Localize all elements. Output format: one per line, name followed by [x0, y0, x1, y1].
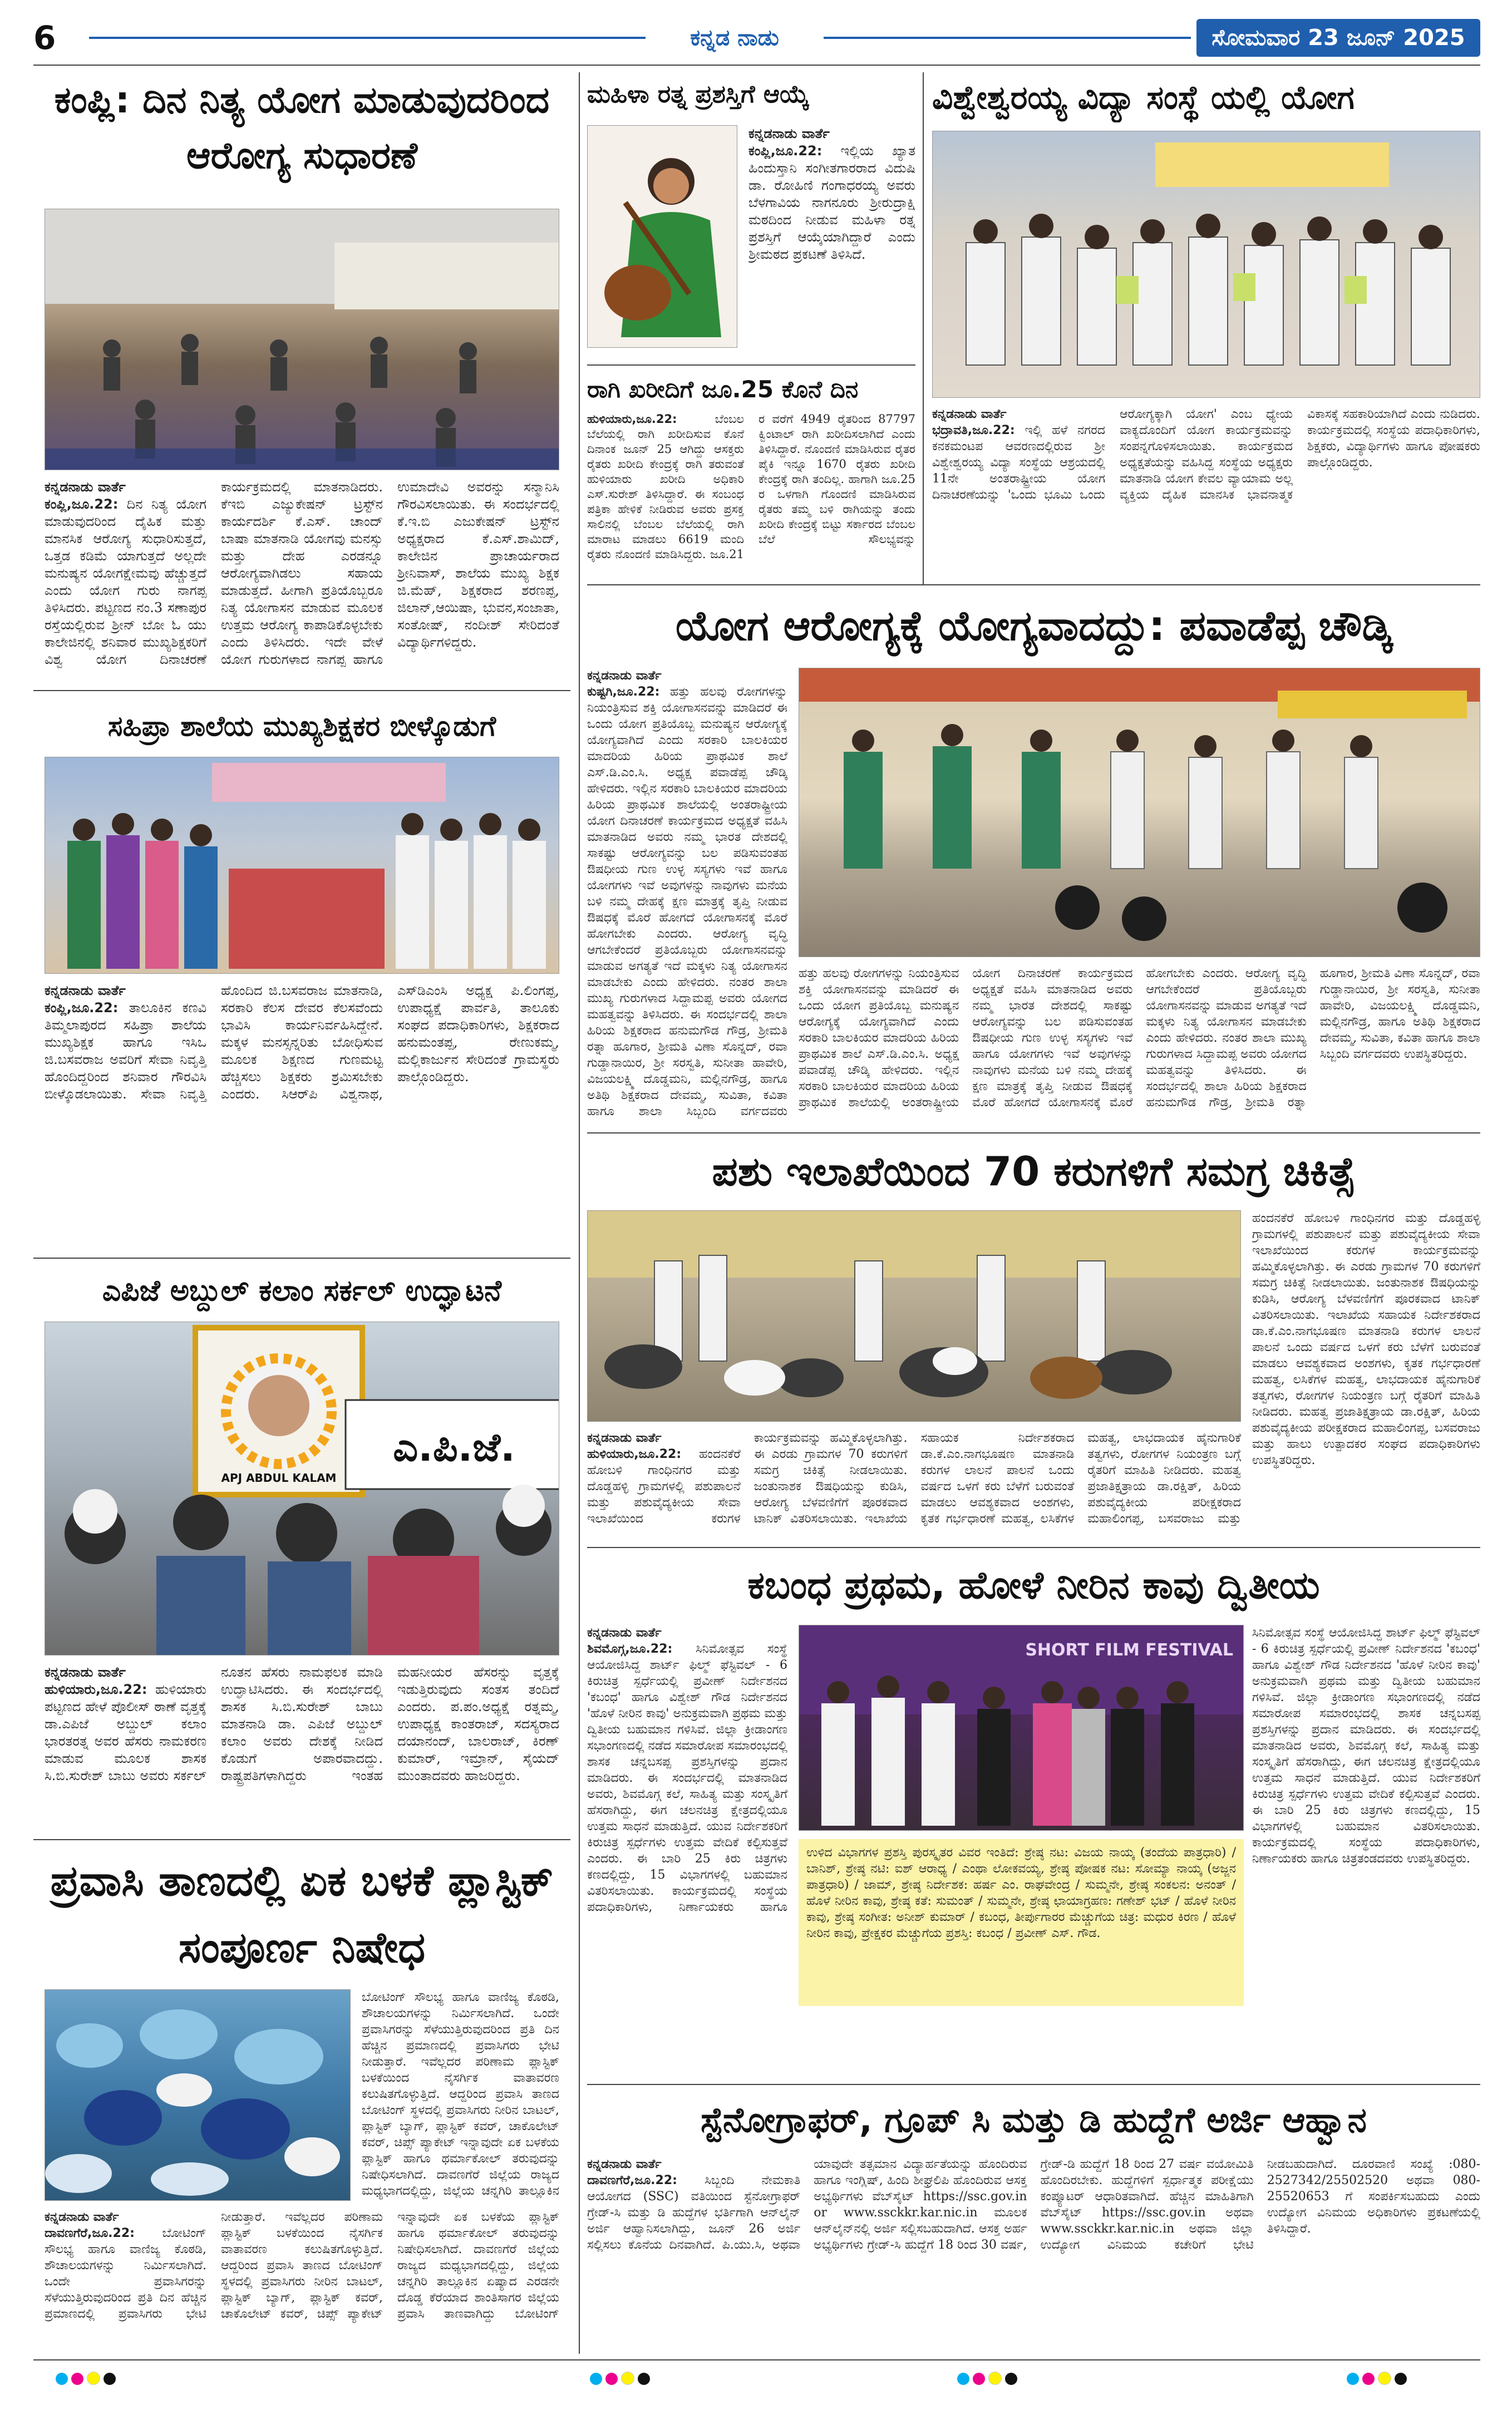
separator — [587, 364, 915, 366]
separator — [33, 1839, 570, 1840]
headline: ರಾಗಿ ಖರೀದಿಗೆ ಜೂ.25 ಕೊನೆ ದಿನ — [587, 376, 859, 403]
headline: ಮಹಿಳಾ ರತ್ನ ಪ್ರಶಸ್ತಿಗೆ ಆಯ್ಕೆ — [587, 80, 810, 109]
article-plastic-ban — [33, 1847, 570, 2337]
reg-dot — [56, 2373, 68, 2385]
body-text: ಹತ್ತು ಹಲವು ರೋಗಗಳನ್ನು ನಿಯಂತ್ರಿಸುವ ಶಕ್ತಿ ಯೋಗಾಸನವನ್ನು ಮಾಡಿದರೆ ಈ ಒಂದು ಯೋಗ ಪ್ರತಿಯೊಬ್ಬ ಮನುಷ್ಯನ ಆರೋಗ್ಯಕ್ಕೆ ಯೋಗ್ಯವಾಗಿದೆ ಎಂದು ಸರಕಾರಿ ಬಾಲಕಿಯರ ಮಾದರಿಯ ಹಿರಿಯ ಪ್ರಾಥಮಿಕ ಶಾಲೆ ಎಸ್.ಡಿ.ಎಂ.ಸಿ. ಅಧ್ಯಕ್ಷ ಪವಾಡೆಪ್ಪ ಚೌಡ್ಕಿ ಹೇಳಿದರು. ಇಲ್ಲಿನ ಸರಕಾರಿ ಬಾಲಕಿಯರ ಮಾದರಿಯ ಹಿರಿಯ ಪ್ರಾಥಮಿಕ ಶಾಲೆಯಲ್ಲಿ ಅಂತರಾಷ್ಟ್ರೀಯ ಯೋಗ ದಿನಾಚರಣೆ ಕಾರ್ಯಕ್ರಮದ ಅಧ್ಯಕ್ಷತೆ ವಹಿಸಿ ಮಾತನಾಡಿದ ಅವರು ನಮ್ಮ ಭಾರತ ದೇಶದಲ್ಲಿ ಸಾಕಷ್ಟು ಆರೋಗ್ಯವನ್ನು ಬಲ ಪಡಿಸುವಂತಹ ಔಷಧೀಯ ಗುಣ ಉಳ್ಳ ಸಸ್ಯಗಳು ಇವೆ ಹಾಗೂ ಯೋಗಗಳು ಇವೆ ಅವುಗಳನ್ನು ನಾವುಗಳು ಮನೆಯ ಬಳಿ ನಮ್ಮ ದೇಹಕ್ಕೆ ಕ್ಷಣ ಮಾತ್ರಕ್ಕೆ ತೃಪ್ತಿ ನೀಡುವ ಔಷಧಕ್ಕೆ ಮೊರೆ ಹೋಗದೆ ಯೋಗಾಸನಕ್ಕೆ ಮೊರೆ ಹೋಗಬೇಕು ಎಂದರು. ಆರೋಗ್ಯ ವೃದ್ಧಿ ಆಗಬೇಕೆಂದರೆ ಪ್ರತಿಯೊಬ್ಬರು ಯೋಗಾಸನವನ್ನು ಮಾಡುವ ಅಗತ್ಯತೆ ಇದೆ ಮಕ್ಕಳು ನಿತ್ಯ ಯೋಗಾಸನ ಮಾಡಬೇಕು ಎಂದು ಹೇಳಿದರು. ನಂತರ ಶಾಲಾ ಮುಖ್ಯ ಗುರುಗಳಾದ ಸಿದ್ದಾಮಪ್ಪ ಅವರು ಯೋಗದ ಮಹತ್ವವನ್ನು ತಿಳಿಸಿದರು. ಈ ಸಂದರ್ಭದಲ್ಲಿ ಶಾಲಾ ಹಿರಿಯ ಶಿಕ್ಷಕರಾದ ಹನುಮಗೌಡ ಗೌಡ್ರ, ಶ್ರೀಮತಿ ರತ್ನಾ ಹೂಗಾರ, ಶ್ರೀಮತಿ ವಿಣಾ ಸೊನ್ನದ್, ರವಾ ಗುಡ್ಡಾನಾಯಿರ, ಶ್ರೀ ಸರಸ್ವತಿ, ಸುನೀತಾ ಹಾವೇರಿ, ವಿಜಯಲಕ್ಷ್ಮಿ ದೊಡ್ಡಮನಿ, ಮಲ್ಲಿನಗೌಡ್ರ, ಹಾಗೂ ಅತಿಥಿ ಶಿಕ್ಷಕರಾದ ದೇವಮ್ಮ, ಸುವಿತಾ, ಕವಿತಾ ಹಾಗೂ ಶಾಲಾ ಸಿಬ್ಬಂದಿ ವರ್ಗದವರು — [587, 685, 787, 1118]
apj-banner-text: ಎ.ಪಿ.ಜೆ. — [393, 1425, 515, 1470]
yoga-crowd-illustration — [45, 209, 559, 470]
dateline: ಹುಳಿಯಾರು,ಜೂ.22: — [45, 1682, 147, 1697]
reg-dot — [104, 2373, 116, 2385]
photo-school-yoga — [799, 668, 1480, 957]
body-text: ಸಿನಿಮೋತ್ಸವ ಸಂಸ್ಥೆ ಆಯೋಜಿಸಿದ್ದ ಶಾರ್ಟ್‌ ಫಿಲ್ಮ್ ಫೆಸ್ಟಿವಲ್ - 6 ಕಿರುಚಿತ್ರ ಸ್ಪರ್ಧೆಯಲ್ಲಿ ಪ್ರವೀಣ್ ನಿರ್ದೇಶನದ 'ಕಬಂಧ' ಹಾಗೂ ವಿಶ್ವೇಶ್ ಗೌಡ ನಿರ್ದೇಶನದ 'ಹೊಳೆ ನೀರಿನ ಕಾವು' ಅನುಕ್ರಮವಾಗಿ ಪ್ರಥಮ ಮತ್ತು ದ್ವಿತೀಯ ಬಹುಮಾನ ಗಳಿಸಿವೆ. ಜಿಲ್ಲಾ ಕ್ರೀಡಾಂಗಣ ಸಭಾಂಗಣದಲ್ಲಿ ನಡೆದ ಸಮಾರೋಪ ಸಮಾರಂಭದಲ್ಲಿ ಶಾಸಕ ಚನ್ನಬಸಪ್ಪ ಪ್ರಶಸ್ತಿಗಳನ್ನು ಪ್ರದಾನ ಮಾಡಿದರು. ಈ ಸಂದರ್ಭದಲ್ಲಿ ಮಾತನಾಡಿದ ಅವರು, ಶಿವಮೊಗ್ಗ ಕಲೆ, ಸಾಹಿತ್ಯ ಮತ್ತು ಸಂಸ್ಕೃತಿಗೆ ಹೆಸರಾಗಿದ್ದು, ಈಗ ಚಲನಚಿತ್ರ ಕ್ಷೇತ್ರದಲ್ಲಿಯೂ ಉತ್ತಮ ಸಾಧನೆ ಮಾಡುತ್ತಿದೆ. ಯುವ ನಿರ್ದೇಶಕರಿಗೆ ಕಿರುಚಿತ್ರ ಸ್ಪರ್ಧೆಗಳು ಉತ್ತಮ ವೇದಿಕೆ ಕಲ್ಪಿಸುತ್ತವೆ ಎಂದರು. ಈ ಬಾರಿ 25 ಕಿರು ಚಿತ್ರಗಳು ಕಣದಲ್ಲಿದ್ದು, 15 ವಿಭಾಗಗಳಲ್ಲಿ ಬಹುಮಾನ ವಿತರಿಸಲಾಯಿತು. ಕಾರ್ಯಕ್ರಮದಲ್ಲಿ ಸಂಸ್ಥೆಯ ಪದಾಧಿಕಾರಿಗಳು, ನಿರ್ಣಾಯಕರು ಹಾಗೂ — [587, 1642, 787, 1914]
separator — [587, 1547, 1480, 1548]
byline: ಕನ್ನಡನಾಡು ವಾರ್ತೆ — [587, 1626, 662, 1640]
dateline: ಕಂಪ್ಲಿ,ಜೂ.22: — [45, 496, 119, 512]
headline: ಪ್ರವಾಸಿ ತಾಣದಲ್ಲಿ ಏಕ ಬಳಕೆ ಪ್ಲಾಸ್ಟಿಕ್ ಸಂಪೂರ್ಣ ನಿಷೇಧ — [50, 1856, 554, 1972]
byline: ಕನ್ನಡನಾಡು ವಾರ್ತೆ — [932, 407, 1007, 421]
registration-marks-3 — [957, 2372, 1068, 2388]
sitar-player-illustration — [588, 126, 737, 348]
photo-award-ceremony — [799, 1625, 1244, 1831]
article-body — [45, 982, 559, 1238]
body-text-lead: ಬೋಟಿಂಗ್ ಸೌಲಭ್ಯ ಹಾಗೂ ವಾಣಿಜ್ಯ ಕೊಠಡಿ, ಶೌಚಾಲಯಗಳನ್ನು ನಿರ್ಮಿಸಲಾಗಿದೆ. ಒಂದೇ ಪ್ರವಾಸಿಗರನ್ನು ಸೆಳೆಯುತ್ತಿರುವುದರಿಂದ ಪ್ರತಿ ದಿನ ಹೆಚ್ಚಿನ ಪ್ರಮಾಣದಲ್ಲಿ ಪ್ರವಾಸಿಗರು ಭೇಟಿ ನೀಡುತ್ತಾರೆ. ಇವೆಲ್ಲದರ ಪರಿಣಾಮ ಪ್ಲಾಸ್ಟಿಕ್ ಬಳಕೆಯಿಂದ ನೈಸರ್ಗಿಕ ವಾತಾವರಣ ಕಲುಷಿತಗೊಳ್ಳುತ್ತಿದೆ. ಆದ್ದರಿಂದ ಪ್ರವಾಸಿ ತಾಣದ ಬೋಟಿಂಗ್ ಸ್ಥಳದಲ್ಲಿ ಪ್ರವಾಸಿಗರು ನೀರಿನ ಬಾಟಲ್, ಪ್ಲಾಸ್ಟಿಕ್ ಬ್ಯಾಗ್, ಪ್ಲಾಸ್ಟಿಕ್ ಕವರ್, ಚಾಕೊಲೇಟ್ ಕವರ್, ಚಿಪ್ಸ್ ಪ್ಯಾಕೇಟ್ ಇನ್ನಾವುದೇ ಏಕ ಬಳಕೆಯ ಪ್ಲಾಸ್ಟಿಕ್ ಹಾಗೂ ಥರ್ಮಾಕೋಲ್ ತರುವುದನ್ನು ನಿಷೇಧಿಸಲಾಗಿದೆ. ದಾವಣಗೆರೆ ಜಿಲ್ಲೆಯ ರಾಜ್ಯದ ಮಧ್ಯಭಾಗದಲ್ಲಿದ್ದು, ಜಿಲ್ಲೆಯ ಚನ್ನಗಿರಿ ತಾಲ್ಲೂಕಿನ ಏಷ್ಯಾದ ಎರಡನೇ ದೊಡ್ಡ ಕೆರೆಯಾದ ಶಾಂತಿಸಾಗರ ಜಿಲ್ಲೆಯ ಪ್ರವಾಸಿ ತಾಣವಾಗಿದ್ದು ಬೋಟಿಂಗ್ — [45, 2210, 559, 2321]
article-kabandha — [587, 1555, 1480, 2078]
body-text: ದಿನ ನಿತ್ಯ ಯೋಗ ಮಾಡುವುದರಿಂದ ದೈಹಿಕ ಮತ್ತು ಮಾನಸಿಕ ಆರೋಗ್ಯ ಸುಧಾರಿಸುತ್ತದೆ, ಒತ್ತಡ ಕಡಿಮೆ ಯಾಗುತ್ತದೆ ಅಲ್ಲದೇ ಮನುಷ್ಯನ ಯೋಗಕ್ಷೇಮವು ಹೆಚ್ಚುತ್ತದೆ ಎಂದು ಯೋಗ ಗುರು ನಾಗಪ್ಪ ತಿಳಿಸಿದರು. ಪಟ್ಟಣದ ನಂ.3 ಸಣಾಪುರ ರಸ್ತೆಯಲ್ಲಿರುವ ಶ್ರೀನ್ ಬೋ ಓ ಯು ಕಾಲೇಜಿನಲ್ಲಿ ಶನಿವಾರ ಮುಖ್ಯಶಿಕ್ಷಕರಿಗೆ ವಿಶ್ವ ಯೋಗ ದಿನಾಚರಣೆ ಕಾರ್ಯಕ್ರಮದಲ್ಲಿ ಮಾತನಾಡಿದರು. ಕೆಇಬಿ ಎಜ್ಯುಕೇಷನ್ ಟ್ರಸ್ಟ್‌ನ ಕಾರ್ಯದರ್ಶಿ ಕೆ.ಎಸ್. ಚಾಂದ್ ಬಾಷಾ ಮಾತನಾಡಿ ಯೋಗವು ಮನಸ್ಸು ಮತ್ತು ದೇಹ ಎರಡನ್ನೂ ಆರೋಗ್ಯವಾಗಿಡಲು ಸಹಾಯ ಮಾಡುತ್ತದೆ. ಹೀಗಾಗಿ ಪ್ರತಿಯೊಬ್ಬರೂ ನಿತ್ಯ ಯೋಗಾಸನ ಮಾಡುವ ಮೂಲಕ ಉತ್ತಮ ಆರೋಗ್ಯ ಕಾಪಾಡಿಕೊಳ್ಳಬೇಕು ಎಂದು ತಿಳಿಸಿದರು. ಇದೇ ವೇಳೆ ಯೋಗ ಗುರುಗಳಾದ ನಾಗಪ್ಪ ಹಾಗೂ ಉಮಾದೇವಿ ಅವರನ್ನು ಸನ್ಮಾನಿಸಿ ಗೌರವಿಸಲಾಯಿತು. ಈ ಸಂದರ್ಭದಲ್ಲಿ ಕೆ.ಇ.ಬಿ ಎಜುಕೇಷನ್ ಟ್ರಸ್ಟ್‌ನ ಅಧ್ಯಕ್ಷರಾದ ಕೆ.ಎಸ್.ಶಾಮಿದ್, ಕಾಲೇಜಿನ ಪ್ರಾಚಾರ್ಯರಾದ ಶ್ರೀನಿವಾಸ್, ಶಾಲೆಯ ಮುಖ್ಯ ಶಿಕ್ಷಕ ಜಿ.ಮೆಹ್, ಶಿಕ್ಷಕರಾದ ಶರಣಪ್ಪ, ಜಿಲಾನ್,ಆಯಿಷಾ, ಭುವನ,ಸಂಜಾತಾ, ಸಂತೋಷ್, ನಂದೀಶ್ ಸೇರಿದಂತೆ ವಿದ್ಯಾರ್ಥಿಗಳಿದ್ದರು. — [45, 479, 559, 667]
headline: ಎಪಿಜೆ ಅಬ್ದುಲ್ ಕಲಾಂ ಸರ್ಕಲ್ ಉದ್ಘಾಟನೆ — [102, 1274, 502, 1308]
article-body — [45, 479, 559, 679]
masthead-rule-right — [824, 37, 1191, 39]
dateline: ಹುಳಿಯಾರು,ಜೂ.22: — [587, 1447, 682, 1461]
body-text: ಬೆಂಬಲ ಬೆಲೆಯಲ್ಲಿ ರಾಗಿ ಖರೀದಿಸುವ ಕೊನೆ ದಿನಾಂಕ ಜೂನ್ 25 ಆಗಿದ್ದು ಆಸಕ್ತರು ರೈತರು ಖರೀದಿ ಕೇಂದ್ರಕ್ಕೆ ರಾಗಿ ತರುವಂತೆ ಹುಳಿಯಾರು ಖರೀದಿ ಅಧಿಕಾರಿ ಎಸ್.ಸುರೇಶ್ ತಿಳಿಸಿದ್ದಾರೆ. ಈ ಸಂಬಂಧ ಪತ್ರಿಕಾ ಹೇಳಿಕೆ ನೀಡಿರುವ ಅವರು ಪ್ರಸಕ್ತ ಸಾಲಿನಲ್ಲಿ ಬೆಂಬಲ ಬೆಲೆಯಲ್ಲಿ ರಾಗಿ ಮಾರಾಟ ಮಾಡಲು 6619 ಮಂದಿ ರೈತರು ನೊಂದಣಿ ಮಾಡಿಸಿದ್ದರು. ಜೂ.21 ರ ವರೆಗೆ 4949 ರೈತರಿಂದ 87797 ಕ್ವಿಂಟಾಲ್ ರಾಗಿ ಖರೀದಿಸಲಾಗಿದೆ ಎಂದು ತಿಳಿಸಿದ್ದಾರೆ. ನೊಂದಣಿ ಮಾಡಿಸಿರುವ ರೈತರ ಪೈಕಿ ಇನ್ನೂ 1670 ರೈತರು ಖರೀದಿ ಕೇಂದ್ರಕ್ಕೆ ರಾಗಿ ತಂದಿಲ್ಲ. ಹಾಗಾಗಿ ಜೂ.25 ರ ಒಳಗಾಗಿ ಗೊಂದಣಿ ಮಾಡಿಸಿರುವ ರೈತರು ತಮ್ಮ ಬಳಿ ರಾಗಿಯನ್ನು ತಂದು ಖರೀದಿ ಕೇಂದ್ರಕ್ಕೆ ಬಿಟ್ಟು ಸರ್ಕಾರದ ಬೆಂಬಲ ಬೆಲೆ ಸೌಲಭ್ಯವನ್ನು — [587, 412, 915, 561]
separator — [33, 1258, 570, 1259]
reg-dot — [1005, 2373, 1017, 2385]
photo-yoga-session — [45, 209, 559, 470]
reg-dot — [1395, 2373, 1407, 2385]
article-sahipra — [33, 701, 570, 1252]
headline: ಸಹಿಪ್ರಾ ಶಾಲೆಯ ಮುಖ್ಯಶಿಕ್ಷಕರ ಬೀಳ್ಕೊಡುಗೆ — [107, 710, 496, 742]
article-body-lead — [587, 668, 787, 1118]
body-text-lead: ಹಂದನಕೆರೆ ಹೋಬಳಿ ಗಾಂಧಿನಗರ ಮತ್ತು ದೊಡ್ಡಹಳ್ಳಿ ಗ್ರಾಮಗಳಲ್ಲಿ ಪಶುಪಾಲನೆ ಮತ್ತು ಪಶುವೈದ್ಯಕೀಯ ಸೇವಾ ಇಲಾಖೆಯಿಂದ ಕರುಗಳ ಕಾರ್ಯಕ್ರಮವನ್ನು ಹಮ್ಮಿಕೊಳ್ಳಲಾಗಿತ್ತು. ಈ ಎರಡು ಗ್ರಾಮಗಳ 70 ಕರುಗಳಿಗೆ ಸಮಗ್ರ ಚಿಕಿತ್ಸೆ ನೀಡಲಾಯಿತು. ಜಂತುನಾಶಕ ಔಷಧಿಯನ್ನು ಕುಡಿಸಿ, ಆರೋಗ್ಯ ಬೆಳವಣಿಗೆಗೆ ಪೂರಕವಾದ ಟಾನಿಕ್ ವಿತರಿಸಲಾಯಿತು. ಇಲಾಖೆಯ ಸಹಾಯಕ ನಿರ್ದೇಶಕರಾದ ಡಾ.ಕೆ.ಎಂ.ನಾಗಭೂಷಣ ಮಾತನಾಡಿ ಕರುಗಳ ಲಾಲನೆ ಪಾಲನೆ ಒಂದು ವರ್ಷದ ಒಳಗೆ ಕರು ಬೆಳೆಗೆ ಬರುವಂತೆ ಮಾಡಲು ಆವಶ್ಯಕವಾದ ಅಂಶಗಳು, ಕೃತಕ ಗರ್ಭಧಾರಣೆ ಮಹತ್ವ, ಲಸಿಕೆಗಳ ಮಹತ್ವ, ಲಾಭದಾಯಕ ಹೈನುಗಾರಿಕೆ ತತ್ವಗಳು, ರೋಗಗಳ ನಿಯಂತ್ರಣ ಬಗ್ಗೆ ರೈತರಿಗೆ ಮಾಹಿತಿ ನೀಡಿದರು. ಮಹತ್ವ ಪ್ರಜಾತಿಕ್ಷತ್ರಾಯ ಡಾ.ರಕ್ಷಿತ್, ಹಿರಿಯ ಪಶುವೈದ್ಯಕೀಯ ಪರೀಕ್ಷಕರಾದ ಮಹಾಲಿಂಗಪ್ಪ, ಬಸವರಾಜು ಮತ್ತು — [587, 1431, 1241, 1526]
byline: ಕನ್ನಡನಾಡು ವಾರ್ತೆ — [45, 983, 126, 998]
photo-apj-inauguration — [45, 1322, 559, 1655]
reg-dot — [988, 2372, 1002, 2385]
paper-name: ಕನ್ನಡ ನಾಡು — [690, 25, 779, 51]
page-number: 6 — [33, 19, 56, 57]
byline: ಕನ್ನಡನಾಡು ವಾರ್ತೆ — [748, 126, 830, 141]
reg-dot — [621, 2372, 634, 2385]
issue-date: ಸೋಮವಾರ 23 ಜೂನ್ 2025 — [1196, 19, 1480, 57]
photo-calves — [587, 1210, 1241, 1422]
headline: ಪಶು ಇಲಾಖೆಯಿಂದ 70 ಕರುಗಳಿಗೆ ಸಮಗ್ರ ಚಿಕಿತ್ಸೆ — [712, 1148, 1356, 1195]
byline: ಕನ್ನಡನಾಡು ವಾರ್ತೆ — [587, 669, 662, 683]
photo-plastic-waste — [45, 1989, 351, 2201]
body-text: ತಾಲೂಕಿನ ಕಣವಿ ತಿಮ್ಮಲಾಪುರದ ಸಹಿಪ್ರಾ ಶಾಲೆಯ ಮುಖ್ಯಶಿಕ್ಷಕ ಹಾಗೂ ಇಸಿಒ ಜಿ.ಬಸವರಾಜ ಅವರಿಗೆ ಸೇವಾ ನಿವೃತ್ತಿ ಹೊಂದಿದ್ದರಿಂದ ಶನಿವಾರ ಗೌರವಿಸಿ ಬೀಳ್ಕೊಡಲಾಯಿತು. ಸೇವಾ ನಿವೃತ್ತಿ ಹೊಂದಿದ ಜಿ.ಬಸವರಾಜ ಮಾತನಾಡಿ, ಸರಕಾರಿ ಕೆಲಸ ದೇವರ ಕೆಲಸವೆಂದು ಭಾವಿಸಿ ಕಾರ್ಯನಿರ್ವಹಿಸಿದ್ದೇನೆ. ಮಕ್ಕಳ ಮನಸ್ಸನ್ನರಿತು ಬೋಧಿಸುವ ಮೂಲಕ ಶಿಕ್ಷಣದ ಗುಣಮಟ್ಟ ಹೆಚ್ಚಿಸಲು ಶಿಕ್ಷಕರು ಶ್ರಮಿಸಬೇಕು ಎಂದರು. ಸಿಆರ್‌ಪಿ ವಿಶ್ವನಾಥ, ಎಸ್‌ಡಿಎಂಸಿ ಅಧ್ಯಕ್ಷ ಪಿ.ಲಿಂಗಪ್ಪ, ಉಪಾಧ್ಯಕ್ಷೆ ಪಾರ್ವತಿ, ತಾಲೂಕು ಸಂಘದ ಪದಾಧಿಕಾರಿಗಳು, ಶಿಕ್ಷಕರಾದ ಹನುಮಂತಪ್ಪ, ರೇಣುಕಮ್ಮ, ಮಲ್ಲಿಕಾರ್ಜುನ ಸೇರಿದಂತೆ ಗ್ರಾಮಸ್ಥರು ಪಾಲ್ಗೊಂಡಿದ್ದರು. — [45, 983, 559, 1102]
article-body — [932, 406, 1480, 573]
article-body — [587, 2156, 1480, 2337]
reg-dot — [957, 2373, 969, 2385]
students-group-illustration — [933, 131, 1480, 398]
byline: ಕನ್ನಡನಾಡು ವಾರ್ತೆ — [45, 479, 126, 495]
photo-farewell — [45, 757, 559, 974]
dateline: ಕಂಪ್ಲಿ,ಜೂ.22: — [45, 1000, 119, 1016]
registration-marks-2 — [590, 2372, 701, 2388]
winners-text: ಉಳಿದ ವಿಭಾಗಗಳ ಪ್ರಶಸ್ತಿ ಪುರಸ್ಕೃತರ ವಿವರ ಇಂತಿದೆ: ಶ್ರೇಷ್ಠ ನಟ: ವಿಜಯ ನಾಯ್ಕ (ತಂದೆಯ ಪಾತ್ರಧಾರಿ) / ಬಾನಿಶ್, ಶ್ರೇಷ್ಠ ನಟಿ: ಐಶ್ ಆರಾಧ್ಯ / ಎಂಥಾ ಲೋಕವಯ್ಯ, ಶ್ರೇಷ್ಠ ಪೋಷಕ ನಟ: ಸೋಮ್ಯಾ ನಾಯ್ಕ (ಅಜ್ಜನ ಪಾತ್ರಧಾರಿ) / ಜಾಮ್, ಶ್ರೇಷ್ಠ ನಿರ್ದೇಶಕ: ಹರ್ಷ ಎಂ. ರಾಘವೇಂದ್ರ / ಸುಮ್ಮನೇ, ಶ್ರೇಷ್ಠ ಸಂಕಲನ: ಅನಂತ್ / ಹೊಳೆ ನೀರಿನ ಕಾವು, ಶ್ರೇಷ್ಠ ಕತೆ: ಸುಮಂತ್ / ಸುಮ್ಮನೇ, ಶ್ರೇಷ್ಠ ಛಾಯಾಗ್ರಹಣ: ಗಣೇಶ್ ಭಟ್ / ಹೊಳೆ ನೀರಿನ ಕಾವು, ಶ್ರೇಷ್ಠ ಸಂಗೀತ: ಅನೀಶ್ ಕುಮಾರ್ / ಕಬಂಧ, ತೀರ್ಪುಗಾರರ ಮೆಚ್ಚುಗೆಯ ಚಿತ್ರ: ಮಧುರ ಕಿರಣ / ಹೊಳೆ ನೀರಿನ ಕಾವು, ಪ್ರೇಕ್ಷಕರ ಮೆಚ್ಚುಗೆಯ ಪ್ರಶಸ್ತಿ: ಕಬಂಧ / ಪ್ರವೀಣ್ ಎಸ್. ಗೌಡ. — [806, 1846, 1236, 1940]
article-body-side — [362, 1989, 559, 2201]
farewell-group-illustration — [45, 757, 559, 974]
byline: ಕನ್ನಡನಾಡು ವಾರ್ತೆ — [587, 1431, 662, 1445]
reg-dot — [605, 2373, 618, 2385]
stage-banner-text: SHORT FILM FESTIVAL — [1025, 1640, 1233, 1660]
body-text-continued: ಹತ್ತು ಹಲವು ರೋಗಗಳನ್ನು ನಿಯಂತ್ರಿಸುವ ಶಕ್ತಿ ಯೋಗಾಸನವನ್ನು ಮಾಡಿದರೆ ಈ ಒಂದು ಯೋಗ ಪ್ರತಿಯೊಬ್ಬ ಮನುಷ್ಯನ ಆರೋಗ್ಯಕ್ಕೆ ಯೋಗ್ಯವಾಗಿದೆ ಎಂದು ಸರಕಾರಿ ಬಾಲಕಿಯರ ಮಾದರಿಯ ಹಿರಿಯ ಪ್ರಾಥಮಿಕ ಶಾಲೆ ಎಸ್.ಡಿ.ಎಂ.ಸಿ. ಅಧ್ಯಕ್ಷ ಪವಾಡೆಪ್ಪ ಚೌಡ್ಕಿ ಹೇಳಿದರು. ಇಲ್ಲಿನ ಸರಕಾರಿ ಬಾಲಕಿಯರ ಮಾದರಿಯ ಹಿರಿಯ ಪ್ರಾಥಮಿಕ ಶಾಲೆಯಲ್ಲಿ ಅಂತರಾಷ್ಟ್ರೀಯ ಯೋಗ ದಿನಾಚರಣೆ ಕಾರ್ಯಕ್ರಮದ ಅಧ್ಯಕ್ಷತೆ ವಹಿಸಿ ಮಾತನಾಡಿದ ಅವರು ನಮ್ಮ ಭಾರತ ದೇಶದಲ್ಲಿ ಸಾಕಷ್ಟು ಆರೋಗ್ಯವನ್ನು ಬಲ ಪಡಿಸುವಂತಹ ಔಷಧೀಯ ಗುಣ ಉಳ್ಳ ಸಸ್ಯಗಳು ಇವೆ ಹಾಗೂ ಯೋಗಗಳು ಇವೆ ಅವುಗಳನ್ನು ನಾವುಗಳು ಮನೆಯ ಬಳಿ ನಮ್ಮ ದೇಹಕ್ಕೆ ಕ್ಷಣ ಮಾತ್ರಕ್ಕೆ ತೃಪ್ತಿ ನೀಡುವ ಔಷಧಕ್ಕೆ ಮೊರೆ ಹೋಗದೆ ಯೋಗಾಸನಕ್ಕೆ ಮೊರೆ ಹೋಗಬೇಕು ಎಂದರು. ಆರೋಗ್ಯ ವೃದ್ಧಿ ಆಗಬೇಕೆಂದರೆ ಪ್ರತಿಯೊಬ್ಬರು ಯೋಗಾಸನವನ್ನು ಮಾಡುವ ಅಗತ್ಯತೆ ಇದೆ ಮಕ್ಕಳು ನಿತ್ಯ ಯೋಗಾಸನ ಮಾಡಬೇಕು ಎಂದು ಹೇಳಿದರು. ನಂತರ ಶಾಲಾ ಮುಖ್ಯ ಗುರುಗಳಾದ ಸಿದ್ದಾಮಪ್ಪ ಅವರು ಯೋಗದ ಮಹತ್ವವನ್ನು ತಿಳಿಸಿದರು. ಈ ಸಂದರ್ಭದಲ್ಲಿ ಶಾಲಾ ಹಿರಿಯ ಶಿಕ್ಷಕರಾದ ಹನುಮಗೌಡ ಗೌಡ್ರ, ಶ್ರೀಮತಿ ರತ್ನಾ ಹೂಗಾರ, ಶ್ರೀಮತಿ ವಿಣಾ ಸೊನ್ನದ್, ರವಾ ಗುಡ್ಡಾನಾಯಿರ, ಶ್ರೀ ಸರಸ್ವತಿ, ಸುನೀತಾ ಹಾವೇರಿ, ವಿಜಯಲಕ್ಷ್ಮಿ ದೊಡ್ಡಮನಿ, ಮಲ್ಲಿನಗೌಡ್ರ, ಹಾಗೂ ಅತಿಥಿ ಶಿಕ್ಷಕರಾದ ದೇವಮ್ಮ, ಸುವಿತಾ, ಕವಿತಾ ಹಾಗೂ ಶಾಲಾ ಸಿಬ್ಬಂದಿ ವರ್ಗದವರು ಉಪಸ್ಥಿತರಿದ್ದರು. — [799, 967, 1480, 1110]
article-body — [748, 125, 915, 353]
dateline: ಶಿವಮೊಗ್ಗ,ಜೂ.22: — [587, 1642, 673, 1656]
headline: ವಿಶ್ವೇಶ್ವರಯ್ಯ ವಿದ್ಯಾ ಸಂಸ್ಥೆ ಯಲ್ಲಿ ಯೋಗ — [932, 78, 1355, 116]
separator — [587, 1132, 1480, 1133]
article-body — [587, 412, 915, 573]
photo-musician — [587, 125, 737, 348]
reg-dot — [71, 2373, 83, 2385]
body-text: ಇಲ್ಲಿ ಹಳೆ ನಗರದ ಕನಕಮಂಟಪ ಆವರಣದಲ್ಲಿರುವ ಶ್ರೀ ವಿಶ್ವೇಶ್ವರಯ್ಯ ವಿದ್ಯಾ ಸಂಸ್ಥೆಯ ಆಶ್ರಯದಲ್ಲಿ 11ನೇ ಅಂತರಾಷ್ಟ್ರೀಯ ಯೋಗ ದಿನಾಚರಣೆಯನ್ನು 'ಒಂದು ಭೂಮಿ ಒಂದು ಆರೋಗ್ಯಕ್ಕಾಗಿ ಯೋಗ' ಎಂಬ ಧ್ಯೇಯ ವಾಕ್ಯದೊಂದಿಗೆ ಯೋಗ ಕಾರ್ಯಕ್ರಮವನ್ನು ಸಂಪನ್ನಗೊಳಿಸಲಾಯಿತು. ಕಾರ್ಯಕ್ರಮದ ಅಧ್ಯಕ್ಷತೆಯನ್ನು ವಹಿಸಿದ್ದ ಸಂಸ್ಥೆಯ ಅಧ್ಯಕ್ಷರು ಮಾತನಾಡಿ ಯೋಗ ಕೇವಲ ವ್ಯಾಯಾಮ ಅಲ್ಲ ವ್ಯಕ್ತಿಯ ದೈಹಿಕ ಮಾನಸಿಕ ಭಾವನಾತ್ಮಕ ವಿಕಾಸಕ್ಕೆ ಸಹಕಾರಿಯಾಗಿದೆ ಎಂದು ನುಡಿದರು. ಕಾರ್ಯಕ್ರಮದಲ್ಲಿ ಸಂಸ್ಥೆಯ ಪದಾಧಿಕಾರಿಗಳು, ಶಿಕ್ಷಕರು, ವಿದ್ಯಾರ್ಥಿಗಳು ಹಾಗೂ ಪೋಷಕರು ಪಾಲ್ಗೊಂಡಿದ್ದರು. — [932, 407, 1480, 502]
plastic-bags-illustration — [45, 1990, 351, 2201]
dateline: ಭದ್ರಾವತಿ,ಜೂ.22: — [932, 423, 1015, 437]
article-body — [45, 2209, 559, 2334]
dateline: ದಾವಣಗೆರೆ,ಜೂ.22: — [587, 2174, 677, 2187]
body-text: ಇಲ್ಲಿಯ ಖ್ಯಾತ ಹಿಂದುಸ್ತಾನಿ ಸಂಗೀತಗಾರರಾದ ವಿದುಷಿ ಡಾ. ರೋಹಿಣಿ ಗಂಗಾಧರಯ್ಯ ಅವರು ಬೆಳಗಾವಿಯ ನಾಗನೂರು ಶ್ರೀರುದ್ರಾಕ್ಷಿ ಮಠದಿಂದ ನೀಡುವ ಮಹಿಳಾ ರತ್ನ ಪ್ರಶಸ್ತಿಗೆ ಆಯ್ಕೆಯಾಗಿದ್ದಾರೆ ಎಂದು ಶ್ರೀಮಠದ ಪ್ರಕಟಣೆ ತಿಳಿಸಿದೆ. — [748, 143, 915, 262]
body-text: ಹಂದನಕೆರೆ ಹೋಬಳಿ ಗಾಂಧಿನಗರ ಮತ್ತು ದೊಡ್ಡಹಳ್ಳಿ ಗ್ರಾಮಗಳಲ್ಲಿ ಪಶುಪಾಲನೆ ಮತ್ತು ಪಶುವೈದ್ಯಕೀಯ ಸೇವಾ ಇಲಾಖೆಯಿಂದ ಕರುಗಳ ಕಾರ್ಯಕ್ರಮವನ್ನು ಹಮ್ಮಿಕೊಳ್ಳಲಾಗಿತ್ತು. ಈ ಎರಡು ಗ್ರಾಮಗಳ 70 ಕರುಗಳಿಗೆ ಸಮಗ್ರ ಚಿಕಿತ್ಸೆ ನೀಡಲಾಯಿತು. ಜಂತುನಾಶಕ ಔಷಧಿಯನ್ನು ಕುಡಿಸಿ, ಆರೋಗ್ಯ ಬೆಳವಣಿಗೆಗೆ ಪೂರಕವಾದ ಟಾನಿಕ್ ವಿತರಿಸಲಾಯಿತು. ಇಲಾಖೆಯ ಸಹಾಯಕ ನಿರ್ದೇಶಕರಾದ ಡಾ.ಕೆ.ಎಂ.ನಾಗಭೂಷಣ ಮಾತನಾಡಿ ಕರುಗಳ ಲಾಲನೆ ಪಾಲನೆ ಒಂದು ವರ್ಷದ ಒಳಗೆ ಕರು ಬೆಳೆಗೆ ಬರುವಂತೆ ಮಾಡಲು ಆವಶ್ಯಕವಾದ ಅಂಶಗಳು, ಕೃತಕ ಗರ್ಭಧಾರಣೆ ಮಹತ್ವ, ಲಸಿಕೆಗಳ ಮಹತ್ವ, ಲಾಭದಾಯಕ ಹೈನುಗಾರಿಕೆ ತತ್ವಗಳು, ರೋಗಗಳ ನಿಯಂತ್ರಣ ಬಗ್ಗೆ ರೈತರಿಗೆ ಮಾಹಿತಿ ನೀಡಿದರು. ಮಹತ್ವ ಪ್ರಜಾತಿಕ್ಷತ್ರಾಯ ಡಾ.ರಕ್ಷಿತ್, ಹಿರಿಯ ಪಶುವೈದ್ಯಕೀಯ ಪರೀಕ್ಷಕರಾದ ಮಹಾಲಿಂಗಪ್ಪ, ಬಸವರಾಜು ಮತ್ತು ಹಾಲು ಉತ್ಪಾದಕರ ಸಂಘದ ಪದಾಧಿಕಾರಿಗಳು ಉಪಸ್ಥಿತರಿದ್ದರು. — [1252, 1211, 1480, 1467]
headline: ಸ್ಟೆನೋಗ್ರಾಫರ್, ಗ್ರೂಪ್ ಸಿ ಮತ್ತು ಡಿ ಹುದ್ದೆಗೆ ಅರ್ಜಿ ಆಹ್ವಾನ — [701, 2099, 1367, 2140]
article-body-lead — [587, 1625, 787, 1914]
separator — [587, 584, 1480, 585]
reg-dot — [973, 2373, 985, 2385]
article-body-side — [1252, 1625, 1480, 2070]
article-mahila-ratna — [587, 72, 915, 362]
masthead-rule-left — [89, 37, 646, 39]
reg-dot — [1347, 2373, 1359, 2385]
article-apj-circle — [33, 1266, 570, 1834]
article-body-side — [1252, 1210, 1480, 1539]
article-steno-jobs — [587, 2092, 1480, 2343]
dateline: ಹುಳಿಯಾರು,ಜೂ.22: — [587, 412, 677, 426]
byline: ಕನ್ನಡನಾಡು ವಾರ್ತೆ — [587, 2157, 662, 2171]
body-text: ಬೋಟಿಂಗ್ ಸೌಲಭ್ಯ ಹಾಗೂ ವಾಣಿಜ್ಯ ಕೊಠಡಿ, ಶೌಚಾಲಯಗಳನ್ನು ನಿರ್ಮಿಸಲಾಗಿದೆ. ಒಂದೇ ಪ್ರವಾಸಿಗರನ್ನು ಸೆಳೆಯುತ್ತಿರುವುದರಿಂದ ಪ್ರತಿ ದಿನ ಹೆಚ್ಚಿನ ಪ್ರಮಾಣದಲ್ಲಿ ಪ್ರವಾಸಿಗರು ಭೇಟಿ ನೀಡುತ್ತಾರೆ. ಇವೆಲ್ಲದರ ಪರಿಣಾಮ ಪ್ಲಾಸ್ಟಿಕ್ ಬಳಕೆಯಿಂದ ನೈಸರ್ಗಿಕ ವಾತಾವರಣ ಕಲುಷಿತಗೊಳ್ಳುತ್ತಿದೆ. ಆದ್ದರಿಂದ ಪ್ರವಾಸಿ ತಾಣದ ಬೋಟಿಂಗ್ ಸ್ಥಳದಲ್ಲಿ ಪ್ರವಾಸಿಗರು ನೀರಿನ ಬಾಟಲ್, ಪ್ಲಾಸ್ಟಿಕ್ ಬ್ಯಾಗ್, ಪ್ಲಾಸ್ಟಿಕ್ ಕವರ್, ಚಾಕೊಲೇಟ್ ಕವರ್, ಚಿಪ್ಸ್ ಪ್ಯಾಕೇಟ್ ಇನ್ನಾವುದೇ ಏಕ ಬಳಕೆಯ ಪ್ಲಾಸ್ಟಿಕ್ ಹಾಗೂ ಥರ್ಮಾಕೋಲ್ ತರುವುದನ್ನು ನಿಷೇಧಿಸಲಾಗಿದೆ. ದಾವಣಗೆರೆ ಜಿಲ್ಲೆಯ ರಾಜ್ಯದ ಮಧ್ಯಭಾಗದಲ್ಲಿದ್ದು, ಜಿಲ್ಲೆಯ ಚನ್ನಗಿರಿ ತಾಲ್ಲೂಕಿನ — [362, 1990, 559, 2198]
separator — [33, 690, 570, 691]
separator — [587, 2084, 1480, 2085]
article-body-continued — [799, 965, 1480, 1121]
headline: ಕಬಂಧ ಪ್ರಥಮ, ಹೋಳೆ ನೀರಿನ ಕಾವು ದ್ವಿತೀಯ — [747, 1564, 1320, 1608]
winners-box — [799, 1839, 1244, 2006]
body-text: ಹುಳಿಯಾರು ಪಟ್ಟಣದ ಹೇಳೆ ಪೊಲೀಸ್ ಠಾಣೆ ವೃತ್ತಕ್ಕೆ ಡಾ.ಎಪಿಜೆ ಅಬ್ದುಲ್ ಕಲಾಂ ಭಾರತರತ್ನ ಅವರ ಹೆಸರು ನಾಮಕರಣ ಮಾಡುವ ಮೂಲಕ ಶಾಸಕ ಸಿ.ಬಿ.ಸುರೇಶ್ ಬಾಬು ಅವರು ಸರ್ಕಲ್ ನೂತನ ಹೆಸರು ನಾಮಫಲಕ ಮಾಡಿ ಉದ್ಘಾಟಿಸಿದರು. ಈ ಸಂದರ್ಭದಲ್ಲಿ ಶಾಸಕ ಸಿ.ಬಿ.ಸುರೇಶ್ ಬಾಬು ಮಾತನಾಡಿ ಡಾ. ಎಪಿಜೆ ಅಬ್ದುಲ್ ಕಲಾಂ ಅವರು ದೇಶಕ್ಕೆ ನೀಡಿದ ಕೊಡುಗೆ ಅಪಾರವಾದದ್ದು. ರಾಷ್ಟ್ರಪತಿಗಳಾಗಿದ್ದರು ಇಂತಹ ಮಹನೀಯರ ಹೆಸರನ್ನು ವೃತ್ತಕ್ಕೆ ಇಡುತ್ತಿರುವುದು ಸಂತಸ ತಂದಿದೆ ಎಂದರು. ಪ.ಪಂ.ಅಧ್ಯಕ್ಷೆ ರತ್ನಮ್ಮ, ಉಪಾಧ್ಯಕ್ಷ ಕಾಂತರಾಜ್, ಸದಸ್ಯರಾದ ದಯಾನಂದ್, ಬಾಲರಾಜ್, ಕಿರಣ್ ಕುಮಾರ್, ಇಮ್ರಾನ್, ಸೈಯದ್ ಮುಂತಾದವರು ಹಾಜರಿದ್ದರು. — [45, 1664, 559, 1783]
reg-dot — [590, 2373, 602, 2385]
masthead-underline — [33, 65, 1480, 66]
registration-marks-1 — [56, 2372, 167, 2388]
body-text-continued: ಸಿನಿಮೋತ್ಸವ ಸಂಸ್ಥೆ ಆಯೋಜಿಸಿದ್ದ ಶಾರ್ಟ್‌ ಫಿಲ್ಮ್ ಫೆಸ್ಟಿವಲ್ - 6 ಕಿರುಚಿತ್ರ ಸ್ಪರ್ಧೆಯಲ್ಲಿ ಪ್ರವೀಣ್ ನಿರ್ದೇಶನದ 'ಕಬಂಧ' ಹಾಗೂ ವಿಶ್ವೇಶ್ ಗೌಡ ನಿರ್ದೇಶನದ 'ಹೊಳೆ ನೀರಿನ ಕಾವು' ಅನುಕ್ರಮವಾಗಿ ಪ್ರಥಮ ಮತ್ತು ದ್ವಿತೀಯ ಬಹುಮಾನ ಗಳಿಸಿವೆ. ಜಿಲ್ಲಾ ಕ್ರೀಡಾಂಗಣ ಸಭಾಂಗಣದಲ್ಲಿ ನಡೆದ ಸಮಾರೋಪ ಸಮಾರಂಭದಲ್ಲಿ ಶಾಸಕ ಚನ್ನಬಸಪ್ಪ ಪ್ರಶಸ್ತಿಗಳನ್ನು ಪ್ರದಾನ ಮಾಡಿದರು. ಈ ಸಂದರ್ಭದಲ್ಲಿ ಮಾತನಾಡಿದ ಅವರು, ಶಿವಮೊಗ್ಗ ಕಲೆ, ಸಾಹಿತ್ಯ ಮತ್ತು ಸಂಸ್ಕೃತಿಗೆ ಹೆಸರಾಗಿದ್ದು, ಈಗ ಚಲನಚಿತ್ರ ಕ್ಷೇತ್ರದಲ್ಲಿಯೂ ಉತ್ತಮ ಸಾಧನೆ ಮಾಡುತ್ತಿದೆ. ಯುವ ನಿರ್ದೇಶಕರಿಗೆ ಕಿರುಚಿತ್ರ ಸ್ಪರ್ಧೆಗಳು ಉತ್ತಮ ವೇದಿಕೆ ಕಲ್ಪಿಸುತ್ತವೆ ಎಂದರು. ಈ ಬಾರಿ 25 ಕಿರು ಚಿತ್ರಗಳು ಕಣದಲ್ಲಿದ್ದು, 15 ವಿಭಾಗಗಳಲ್ಲಿ ಬಹುಮಾನ ವಿತರಿಸಲಾಯಿತು. ಕಾರ್ಯಕ್ರಮದಲ್ಲಿ ಸಂಸ್ಥೆಯ ಪದಾಧಿಕಾರಿಗಳು, ನಿರ್ಣಾಯಕರು ಹಾಗೂ ಚಿತ್ರತಂಡದವರು ಉಪಸ್ಥಿತರಿದ್ದರು. — [1252, 1626, 1480, 1866]
reg-dot — [1362, 2373, 1375, 2385]
dateline: ಕಂಪ್ಲಿ,ಜೂ.22: — [748, 143, 823, 159]
article-kampli-yoga — [33, 72, 570, 684]
footer-rule — [33, 2359, 1480, 2360]
column-rule-1 — [579, 72, 580, 2354]
reg-dot — [638, 2373, 650, 2385]
article-body — [45, 1664, 559, 1828]
apj-portrait-caption: APJ ABDUL KALAM — [221, 1471, 337, 1485]
school-yoga-illustration — [799, 668, 1480, 957]
dateline: ದಾವಣಗೆರೆ,ಜೂ.22: — [45, 2226, 135, 2240]
body-text: ಸಿಬ್ಬಂದಿ ನೇಮಕಾತಿ ಆಯೋಗದ (SSC) ವತಿಯಿಂದ ಸ್ಟೆನೋಗ್ರಾಫರ್ ಗ್ರೇಡ್-ಸಿ ಮತ್ತು ಡಿ ಹುದ್ದೆಗಳ ಭರ್ತಿಗಾಗಿ ಆನ್‌ಲೈನ್ ಅರ್ಜಿ ಆಹ್ವಾನಿಸಲಾಗಿದ್ದು, ಜೂನ್ 26 ಅರ್ಜಿ ಸಲ್ಲಿಸಲು ಕೊನೆಯ ದಿನವಾಗಿದೆ. ಪಿ.ಯು.ಸಿ, ಅಥವಾ ಯಾವುದೇ ತತ್ಸಮಾನ ವಿದ್ಯಾರ್ಹತೆಯನ್ನು ಹೊಂದಿರುವ ಹಾಗೂ ಇಂಗ್ಲಿಷ್, ಹಿಂದಿ ಶೀಘ್ರಲಿಪಿ ಹೊಂದಿರುವ ಆಸಕ್ತ ಅಭ್ಯರ್ಥಿಗಳು ವೆಬ್‌ಸೈಟ್ https://ssc.gov.in or www.ssckkr.kar.nic.in ಮೂಲಕ ಆನ್‌ಲೈನ್‌ನಲ್ಲಿ ಅರ್ಜಿ ಸಲ್ಲಿಸಬಹುದಾಗಿದೆ. ಆಸಕ್ತ ಅರ್ಹ ಅಭ್ಯರ್ಥಿಗಳು ಗ್ರೇಡ್-ಸಿ ಹುದ್ದೆಗೆ 18 ರಿಂದ 30 ವರ್ಷ, ಗ್ರೇಡ್-ಡಿ ಹುದ್ದೆಗೆ 18 ರಿಂದ 27 ವರ್ಷ ವಯೋಮಿತಿ ಹೊಂದಿರಬೇಕು. ಹುದ್ದೆಗಳಿಗೆ ಸ್ಪರ್ಧಾತ್ಮಕ ಪರೀಕ್ಷೆಯು ಕಂಪ್ಯೂಟರ್ ಆಧಾರಿತವಾಗಿದೆ. ಹೆಚ್ಚಿನ ಮಾಹಿತಿಗಾಗಿ ವೆಬ್‌ಸೈಟ್ https://ssc.gov.in ಅಥವಾ www.ssckkr.kar.nic.in ಅಥವಾ ಜಿಲ್ಲಾ ಉದ್ಯೋಗ ವಿನಿಮಯ ಕಚೇರಿಗೆ ಭೇಟಿ ನೀಡಬಹುದಾಗಿದೆ. ದೂರವಾಣಿ ಸಂಖ್ಯೆ :080-2527342/25502520 ಅಥವಾ 080-25520653 ಗೆ ಸಂಪರ್ಕಿಸಬಹುದು ಎಂದು ಉದ್ಯೋಗ ವಿನಿಮಯ ಅಧಿಕಾರಿಗಳು ಪ್ರಕಟಣೆಯಲ್ಲಿ ತಿಳಿಸಿದ್ದಾರೆ. — [587, 2157, 1480, 2252]
masthead — [33, 16, 1480, 60]
reg-dot — [87, 2372, 100, 2385]
byline: ಕನ್ನಡನಾಡು ವಾರ್ತೆ — [45, 2210, 119, 2224]
article-vishveshwaraya — [932, 72, 1480, 579]
dateline: ಕುಷ್ಟಗಿ,ಜೂ.22: — [587, 685, 660, 699]
calves-illustration — [588, 1211, 1241, 1422]
headline: ಯೋಗ ಆರೋಗ್ಯಕ್ಕೆ ಯೋಗ್ಯವಾದದ್ದು: ಪವಾಡೆಪ್ಪ ಚೌಡ್ಕಿ — [675, 602, 1392, 650]
article-yoga-chowdki — [587, 593, 1480, 1127]
reg-dot — [1378, 2372, 1391, 2385]
registration-marks-4 — [1347, 2372, 1458, 2388]
headline: ಕಂಪ್ಲಿ: ದಿನ ನಿತ್ಯ ಯೋಗ ಮಾಡುವುದರಿಂದ ಆರೋಗ್ಯ ಸುಧಾರಣೆ — [54, 78, 550, 177]
photo-students-yoga — [932, 131, 1480, 398]
byline: ಕನ್ನಡನಾಡು ವಾರ್ತೆ — [45, 1664, 126, 1680]
article-body — [587, 1430, 1241, 1539]
article-pashu — [587, 1141, 1480, 1541]
